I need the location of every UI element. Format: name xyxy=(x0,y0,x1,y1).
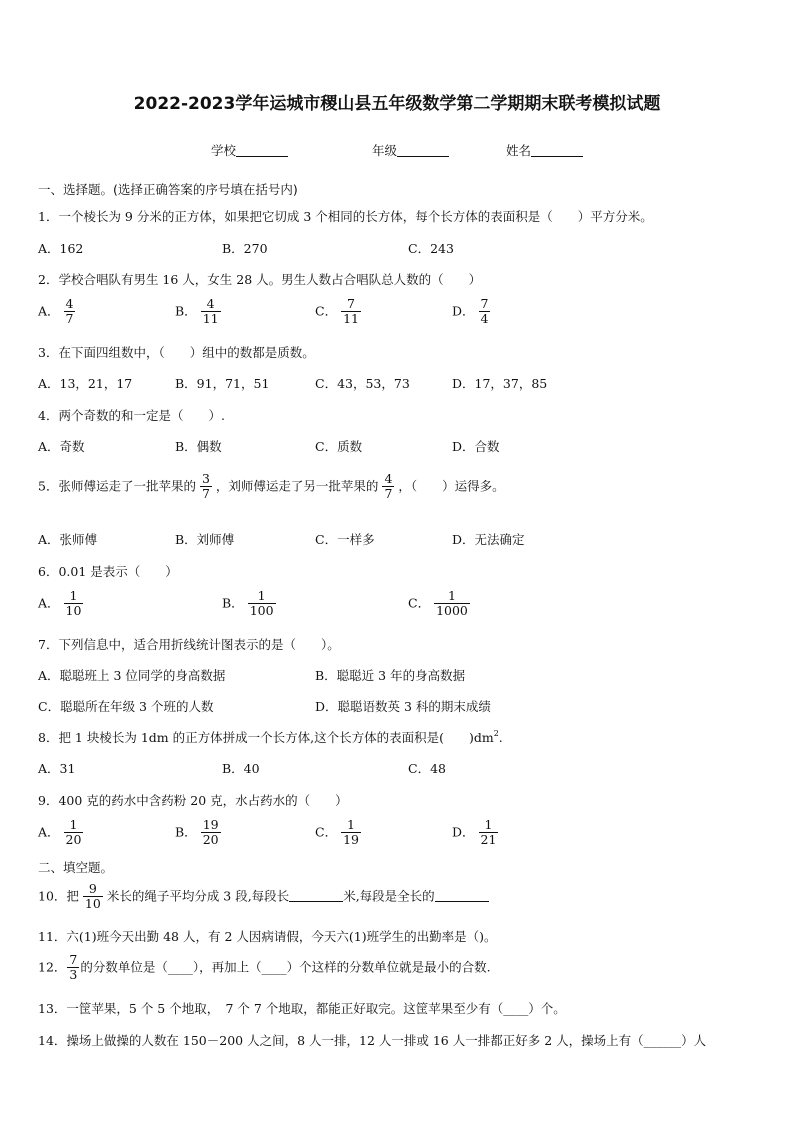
question-3: 3．在下面四组数中，（ ）组中的数都是质数。 xyxy=(38,345,315,360)
q10-text-part2: 米长的绳子平均分成 3 段,每段长 xyxy=(106,888,290,904)
q2-option-c[interactable] xyxy=(315,297,365,327)
q5-text-part3: ，（ ）运得多。 xyxy=(398,478,505,494)
q8-option-a[interactable]: A．31 xyxy=(38,761,76,776)
q2-c-label: C． xyxy=(315,303,338,319)
q5-fraction-1: $\frac{3}{7}$ xyxy=(201,471,210,502)
q7-option-d[interactable]: D．聪聪语数英 3 科的期末成绩 xyxy=(315,699,491,714)
q3-option-c[interactable]: C．43，53，73 xyxy=(315,376,410,391)
q9-b-label: B． xyxy=(175,824,197,840)
q1-option-b[interactable]: B．270 xyxy=(222,241,268,256)
q10-blank-2[interactable] xyxy=(435,889,489,902)
school-field xyxy=(211,141,288,159)
q9-option-a[interactable] xyxy=(38,818,87,848)
q5-fraction-2: $\frac{4}{7}$ xyxy=(384,471,393,502)
q6-c-label: C． xyxy=(408,595,431,611)
q1-option-a[interactable]: A．162 xyxy=(38,241,84,256)
q2-a-label: A． xyxy=(38,303,60,319)
question-12 xyxy=(38,953,491,983)
q6-b-label: B． xyxy=(222,595,244,611)
q9-d-fraction: $\frac{1}{21}$ xyxy=(480,817,497,848)
q10-text-part3: 米,每段是全长的 xyxy=(343,888,435,904)
q2-d-label: D． xyxy=(452,303,475,319)
question-1: 1．一个棱长为 9 分米的正方体，如果把它切成 3 个相同的长方体，每个长方体的表面积是（ ）平方分米。 xyxy=(38,209,653,224)
grade-label: 年级 xyxy=(372,143,398,158)
q5-option-d[interactable]: D．无法确定 xyxy=(452,532,525,547)
q8-option-b[interactable]: B．40 xyxy=(222,761,260,776)
q12-text-part2: 的分数单位是（____），再加上（____）个这样的分数单位就是最小的合数. xyxy=(80,959,491,975)
q5-text-part2: ，刘师傅运走了另一批苹果的 xyxy=(215,478,379,494)
q10-blank-1[interactable] xyxy=(289,889,343,902)
school-label: 学校 xyxy=(211,143,237,158)
q6-option-c[interactable] xyxy=(408,589,474,619)
q9-c-label: C． xyxy=(315,824,338,840)
question-6: 6．0.01 是表示（ ） xyxy=(38,564,178,579)
q9-option-b[interactable] xyxy=(175,818,225,848)
q7-option-b[interactable]: B．聪聪近 3 年的身高数据 xyxy=(315,668,466,683)
q10-text-part1: 10．把 xyxy=(38,888,79,904)
name-blank[interactable] xyxy=(531,144,583,157)
q9-a-fraction: $\frac{1}{20}$ xyxy=(65,817,82,848)
q2-a-fraction: $\frac{4}{7}$ xyxy=(65,296,74,327)
question-11: 11．六(1)班今天出勤 48 人，有 2 人因病请假，今天六(1)班学生的出勤率是（)。 xyxy=(38,929,497,944)
section-heading-choice: 一、选择题。(选择正确答案的序号填在括号内) xyxy=(38,182,298,197)
q6-c-fraction: $\frac{1}{1000}$ xyxy=(436,588,468,619)
q2-option-b[interactable] xyxy=(175,297,225,327)
question-7: 7．下列信息中，适合用折线统计图表示的是（ ）。 xyxy=(38,637,340,652)
q2-option-d[interactable] xyxy=(452,297,494,327)
q4-option-b[interactable]: B．偶数 xyxy=(175,439,222,454)
question-9: 9．400 克的药水中含药粉 20 克，水占药水的（ ） xyxy=(38,793,348,808)
q5-text-part1: 5．张师傅运走了一批苹果的 xyxy=(38,478,196,494)
q5-option-b[interactable]: B．刘师傅 xyxy=(175,532,235,547)
q9-a-label: A． xyxy=(38,824,60,840)
question-4: 4．两个奇数的和一定是（ ）. xyxy=(38,408,225,423)
q9-b-fraction: $\frac{19}{20}$ xyxy=(202,817,219,848)
q8-text: 8．把 1 块棱长为 1dm 的正方体拼成一个长方体,这个长方体的表面积是( )dm xyxy=(38,730,494,745)
q6-a-label: A． xyxy=(38,595,60,611)
question-13: 13．一筐苹果，5 个 5 个地取， 7 个 7 个地取，都能正好取完。这筐苹果至少有（____）个。 xyxy=(38,1001,566,1016)
q12-fraction: $\frac{7}{3}$ xyxy=(69,952,78,983)
q7-option-a[interactable]: A．聪聪班上 3 位同学的身高数据 xyxy=(38,668,226,683)
q6-b-fraction: $\frac{1}{100}$ xyxy=(249,588,274,619)
q6-a-fraction: $\frac{1}{10}$ xyxy=(65,588,82,619)
q9-d-label: D． xyxy=(452,824,475,840)
q12-text-part1: 12． xyxy=(38,959,67,975)
q8-superscript: 2 xyxy=(493,729,499,738)
question-2: 2．学校合唱队有男生 16 人，女生 28 人。男生人数占合唱队总人数的（ ） xyxy=(38,272,482,287)
q10-fraction: $\frac{9}{10}$ xyxy=(84,881,101,912)
q2-b-fraction: $\frac{4}{11}$ xyxy=(202,296,219,327)
page-title: 2022-2023学年运城市稷山县五年级数学第二学期期末联考模拟试题 xyxy=(133,94,661,114)
q2-d-fraction: $\frac{7}{4}$ xyxy=(480,296,489,327)
question-5 xyxy=(38,472,505,502)
q4-option-a[interactable]: A．奇数 xyxy=(38,439,85,454)
school-blank[interactable] xyxy=(236,144,288,157)
q9-option-d[interactable] xyxy=(452,818,502,848)
q3-option-b[interactable]: B．91，71，51 xyxy=(175,376,270,391)
section-heading-fill: 二、填空题。 xyxy=(38,860,114,875)
q4-option-d[interactable]: D．合数 xyxy=(452,439,500,454)
q1-option-c[interactable]: C．243 xyxy=(408,241,454,256)
q8-end: . xyxy=(498,730,503,745)
q2-c-fraction: $\frac{7}{11}$ xyxy=(343,296,359,327)
q5-option-c[interactable]: C．一样多 xyxy=(315,532,375,547)
q6-option-b[interactable] xyxy=(222,589,280,619)
q3-option-d[interactable]: D．17，37，85 xyxy=(452,376,548,391)
question-14: 14．操场上做操的人数在 150－200 人之间，8 人一排，12 人一排或 16 人一排都正好多 2 人，操场上有（______）人 xyxy=(38,1033,707,1048)
q2-option-a[interactable] xyxy=(38,297,79,327)
grade-blank[interactable] xyxy=(397,144,449,157)
q5-option-a[interactable]: A．张师傅 xyxy=(38,532,98,547)
name-field xyxy=(506,141,583,159)
q8-option-c[interactable]: C．48 xyxy=(408,761,446,776)
question-8 xyxy=(38,728,503,746)
q9-option-c[interactable] xyxy=(315,818,365,848)
q6-option-a[interactable] xyxy=(38,589,87,619)
name-label: 姓名 xyxy=(506,143,532,158)
q4-option-c[interactable]: C．质数 xyxy=(315,439,363,454)
q9-c-fraction: $\frac{1}{19}$ xyxy=(343,817,359,848)
question-10 xyxy=(38,882,489,912)
q7-option-c[interactable]: C．聪聪所在年级 3 个班的人数 xyxy=(38,699,214,714)
q3-option-a[interactable]: A．13，21，17 xyxy=(38,376,133,391)
q2-b-label: B． xyxy=(175,303,197,319)
grade-field xyxy=(372,141,449,159)
